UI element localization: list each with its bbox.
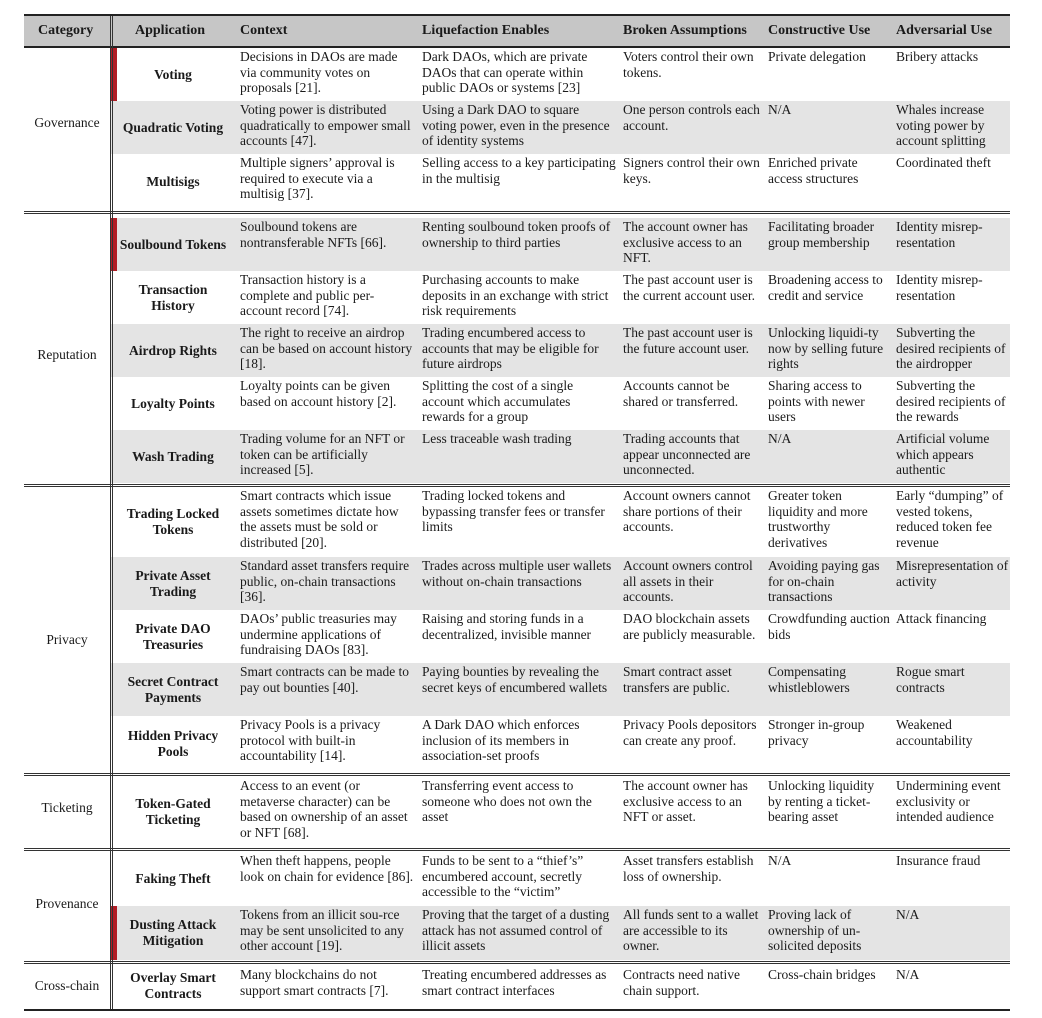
liquefaction-cell: Selling access to a key participating in the multisig (422, 155, 616, 186)
application-cell: Transaction History (138, 281, 208, 313)
context-cell: Voting power is distributed quadratically to empower small accounts [47]. (240, 102, 411, 149)
broken-assumption-cell: Account owners cannot share portions of their accounts. (623, 488, 751, 535)
group-separator (24, 961, 1010, 962)
adversarial-use-cell: Attack financing (896, 611, 987, 626)
broken-assumption-cell: Account owners control all assets in their accounts. (623, 558, 753, 605)
application-cell: Soulbound Tokens (119, 236, 227, 252)
liquefaction-cell: Trading encumbered access to accounts that may be eligible for future airdrops (422, 325, 599, 372)
table-row (111, 430, 1010, 483)
header-category: Category (38, 23, 94, 38)
header-application: Application (135, 23, 206, 38)
adversarial-use-cell: Bribery attacks (896, 49, 979, 64)
table-row (111, 852, 1010, 906)
table-row (111, 487, 1010, 557)
application-cell: Private DAO Treasuries (135, 620, 211, 652)
constructive-use-cell: Private delegation (768, 49, 866, 64)
broken-assumption-cell: The past account user is the current account user. (623, 272, 755, 303)
header-liquefaction: Liquefaction Enables (422, 23, 550, 38)
broken-assumption-cell: All funds sent to a wallet are accessible to its owner. (623, 907, 759, 954)
application-cell: Wash Trading (132, 448, 214, 464)
constructive-use-cell: Sharing access to points with newer users (768, 378, 865, 425)
broken-assumption-cell: Smart contract asset transfers are public. (623, 664, 732, 695)
application-cell: Multisigs (146, 174, 200, 189)
broken-assumption-cell: The account owner has exclusive access to an NFT. (623, 219, 748, 266)
category-label: Governance (34, 115, 100, 130)
adversarial-use-cell: N/A (896, 907, 920, 922)
application-cell: Trading Locked Tokens (126, 506, 220, 537)
broken-assumption-cell: Signers control their own keys. (623, 155, 760, 186)
liquefaction-cell: Paying bounties by revealing the secret keys of encumbered wallets (422, 664, 608, 695)
adversarial-use-cell: Misrepresentation of activity (896, 558, 1009, 589)
application-cell: Dusting Attack Mitigation (129, 917, 217, 948)
liquefaction-cell: Less traceable wash trading (422, 431, 572, 446)
constructive-use-cell: Avoiding paying gas for on-chain transactions (768, 558, 880, 605)
broken-assumption-cell: Accounts cannot be shared or transferred. (623, 378, 739, 409)
broken-assumption-cell: DAO blockchain assets are publicly measurable. (623, 611, 756, 642)
liquefaction-cell: Splitting the cost of a single account which accumulates rewards for a group (422, 378, 574, 425)
context-cell: DAOs’ public treasuries may undermine applications of fundraising DAOs [83]. (240, 611, 397, 658)
header-context: Context (240, 23, 288, 38)
application-cell: Loyalty Points (131, 395, 215, 411)
application-cell: Overlay Smart Contracts (130, 970, 216, 1001)
context-cell: When theft happens, people look on chain for evidence [86]. (240, 853, 414, 884)
liquefaction-cell: Raising and storing funds in a decentralized, invisible manner (422, 611, 592, 642)
category-label: Reputation (37, 347, 97, 362)
adversarial-use-cell: Early “dumping” of vested tokens, reduced token fee revenue (896, 488, 1004, 550)
table-row (111, 966, 1010, 1006)
table-row (111, 324, 1010, 377)
liquefaction-cell: Using a Dark DAO to square voting power, even in the presence of identity systems (422, 102, 610, 149)
adversarial-use-cell: Subverting the desired recipients of the airdropper (896, 325, 1006, 372)
adversarial-use-cell: Whales increase voting power by account splitting (896, 102, 986, 149)
context-cell: Many blockchains do not support smart contracts [7]. (240, 967, 389, 998)
adversarial-use-cell: Coordinated theft (896, 155, 991, 170)
constructive-use-cell: Broadening access to credit and service (768, 272, 883, 303)
broken-assumption-cell: Trading accounts that appear unconnected are unconnected. (623, 431, 751, 478)
constructive-use-cell: Facilitating broader group membership (768, 219, 875, 250)
context-cell: Soulbound tokens are nontransferable NFTs [66]. (240, 219, 387, 250)
liquefaction-cell: Funds to be sent to a “thief’s” encumbered account, secretly accessible to the “victim” (422, 853, 584, 900)
application-cell: Quadratic Voting (122, 119, 224, 135)
context-cell: Transaction history is a complete and public per-account record [74]. (240, 272, 375, 319)
category-label: Privacy (46, 632, 88, 647)
broken-assumption-cell: The account owner has exclusive access to an NFT or asset. (623, 778, 748, 825)
constructive-use-cell: Unlocking liquidity by renting a ticket-bearing asset (768, 778, 875, 825)
adversarial-use-cell: Identity misrep-resentation (896, 272, 983, 303)
adversarial-use-cell: N/A (896, 967, 920, 982)
header-adversarial-use: Adversarial Use (896, 23, 993, 38)
context-cell: Decisions in DAOs are made via community votes on proposals [21]. (240, 49, 398, 96)
table-row (111, 610, 1010, 663)
constructive-use-cell: N/A (768, 102, 792, 117)
context-cell: Smart contracts which issue assets sometimes dictate how the assets must be sold or distributed [20]. (240, 488, 399, 550)
liquefaction-cell: Trading locked tokens and bypassing transfer fees or transfer limits (422, 488, 605, 535)
group-separator (24, 848, 1010, 849)
column-divider (112, 16, 113, 1009)
broken-assumption-cell: Privacy Pools depositors can create any proof. (623, 717, 757, 748)
bottom-rule (24, 1009, 1010, 1011)
table-row (111, 271, 1010, 324)
context-cell: The right to receive an airdrop can be based on account history [18]. (240, 325, 413, 372)
table-row (111, 716, 1010, 772)
table-row (111, 154, 1010, 210)
context-cell: Loyalty points can be given based on account history [2]. (240, 378, 397, 409)
group-separator (24, 963, 1010, 964)
table-row (111, 663, 1010, 716)
context-cell: Standard asset transfers require public, on-chain transactions [36]. (240, 558, 410, 605)
column-divider (110, 16, 111, 1009)
application-cell: Private Asset Trading (135, 567, 211, 599)
constructive-use-cell: Proving lack of ownership of un-solicited deposits (768, 907, 862, 954)
liquefaction-cell: Purchasing accounts to make deposits in an exchange with strict risk requirements (422, 272, 609, 319)
table-row (111, 48, 1010, 101)
category-label: Provenance (35, 896, 99, 911)
constructive-use-cell: N/A (768, 431, 792, 446)
adversarial-use-cell: Insurance fraud (896, 853, 981, 868)
application-cell: Faking Theft (135, 871, 211, 886)
context-cell: Tokens from an illicit sou-rce may be sent unsolicited to any other account [19]. (240, 907, 404, 954)
group-separator (24, 213, 1010, 214)
context-cell: Privacy Pools is a privacy protocol with built-in accountability [14]. (240, 717, 381, 764)
constructive-use-cell: Enriched private access structures (768, 155, 859, 186)
application-cell: Airdrop Rights (129, 342, 217, 358)
table-row (111, 101, 1010, 154)
group-separator (24, 850, 1010, 851)
constructive-use-cell: Greater token liquidity and more trustworthy derivatives (768, 488, 868, 550)
constructive-use-cell: N/A (768, 853, 792, 868)
group-separator (24, 484, 1010, 485)
liquefaction-cell: Transferring event access to someone who does not own the asset (422, 778, 592, 825)
adversarial-use-cell: Undermining event exclusivity or intended audience (896, 778, 1001, 825)
constructive-use-cell: Compensating whistleblowers (768, 664, 850, 695)
context-cell: Multiple signers’ approval is required to execute via a multisig [37]. (240, 155, 395, 202)
broken-assumption-cell: The past account user is the future account user. (623, 325, 753, 356)
adversarial-use-cell: Artificial volume which appears authentic (896, 431, 990, 478)
broken-assumption-cell: Contracts need native chain support. (623, 967, 740, 998)
adversarial-use-cell: Rogue smart contracts (896, 664, 965, 695)
broken-assumption-cell: One person controls each account. (623, 102, 760, 133)
category-label: Ticketing (41, 800, 93, 815)
table-row (111, 777, 1010, 847)
context-cell: Smart contracts can be made to pay out bounties [40]. (240, 664, 410, 695)
header-constructive-use: Constructive Use (768, 23, 871, 38)
group-separator (24, 486, 1010, 487)
application-cell: Secret Contract Payments (127, 673, 219, 705)
liquefaction-cell: Proving that the target of a dusting attack has not assumed control of illicit assets (422, 907, 610, 954)
table-header (24, 16, 1010, 46)
adversarial-use-cell: Weakened accountability (896, 717, 973, 748)
context-cell: Access to an event (or metaverse character) can be based on ownership of an asset or NFT [68]. (240, 778, 408, 840)
adversarial-use-cell: Identity misrep-resentation (896, 219, 983, 250)
table-row (111, 557, 1010, 610)
liquefaction-cell: Dark DAOs, which are private DAOs that can operate within public DAOs or systems [23] (422, 49, 588, 96)
group-separator (24, 211, 1010, 212)
adversarial-use-cell: Subverting the desired recipients of the rewards (896, 378, 1006, 425)
table-row (111, 377, 1010, 430)
table-row (111, 906, 1010, 960)
category-label: Cross-chain (34, 978, 100, 993)
constructive-use-cell: Crowdfunding auction bids (768, 611, 890, 642)
group-separator (24, 773, 1010, 774)
constructive-use-cell: Cross-chain bridges (768, 967, 876, 982)
liquefaction-cell: Treating encumbered addresses as smart contract interfaces (422, 967, 607, 998)
application-cell: Token-Gated Ticketing (135, 796, 211, 827)
liquefaction-cell: Renting soulbound token proofs of ownership to third parties (422, 219, 611, 250)
broken-assumption-cell: Asset transfers establish loss of ownership. (623, 853, 754, 884)
context-cell: Trading volume for an NFT or token can be artificially increased [5]. (240, 431, 405, 478)
table-row (111, 218, 1010, 271)
constructive-use-cell: Stronger in-group privacy (768, 717, 865, 748)
application-cell: Voting (154, 66, 192, 82)
header-broken-assumptions: Broken Assumptions (623, 23, 747, 38)
application-cell: Hidden Privacy Pools (127, 728, 219, 759)
liquefaction-cell: A Dark DAO which enforces inclusion of its members in association-set proofs (422, 717, 580, 764)
broken-assumption-cell: Voters control their own tokens. (623, 49, 754, 80)
liquefaction-cell: Trades across multiple user wallets without on-chain transactions (422, 558, 612, 589)
constructive-use-cell: Unlocking liquidi-ty now by selling future rights (768, 325, 884, 372)
group-separator (24, 775, 1010, 776)
